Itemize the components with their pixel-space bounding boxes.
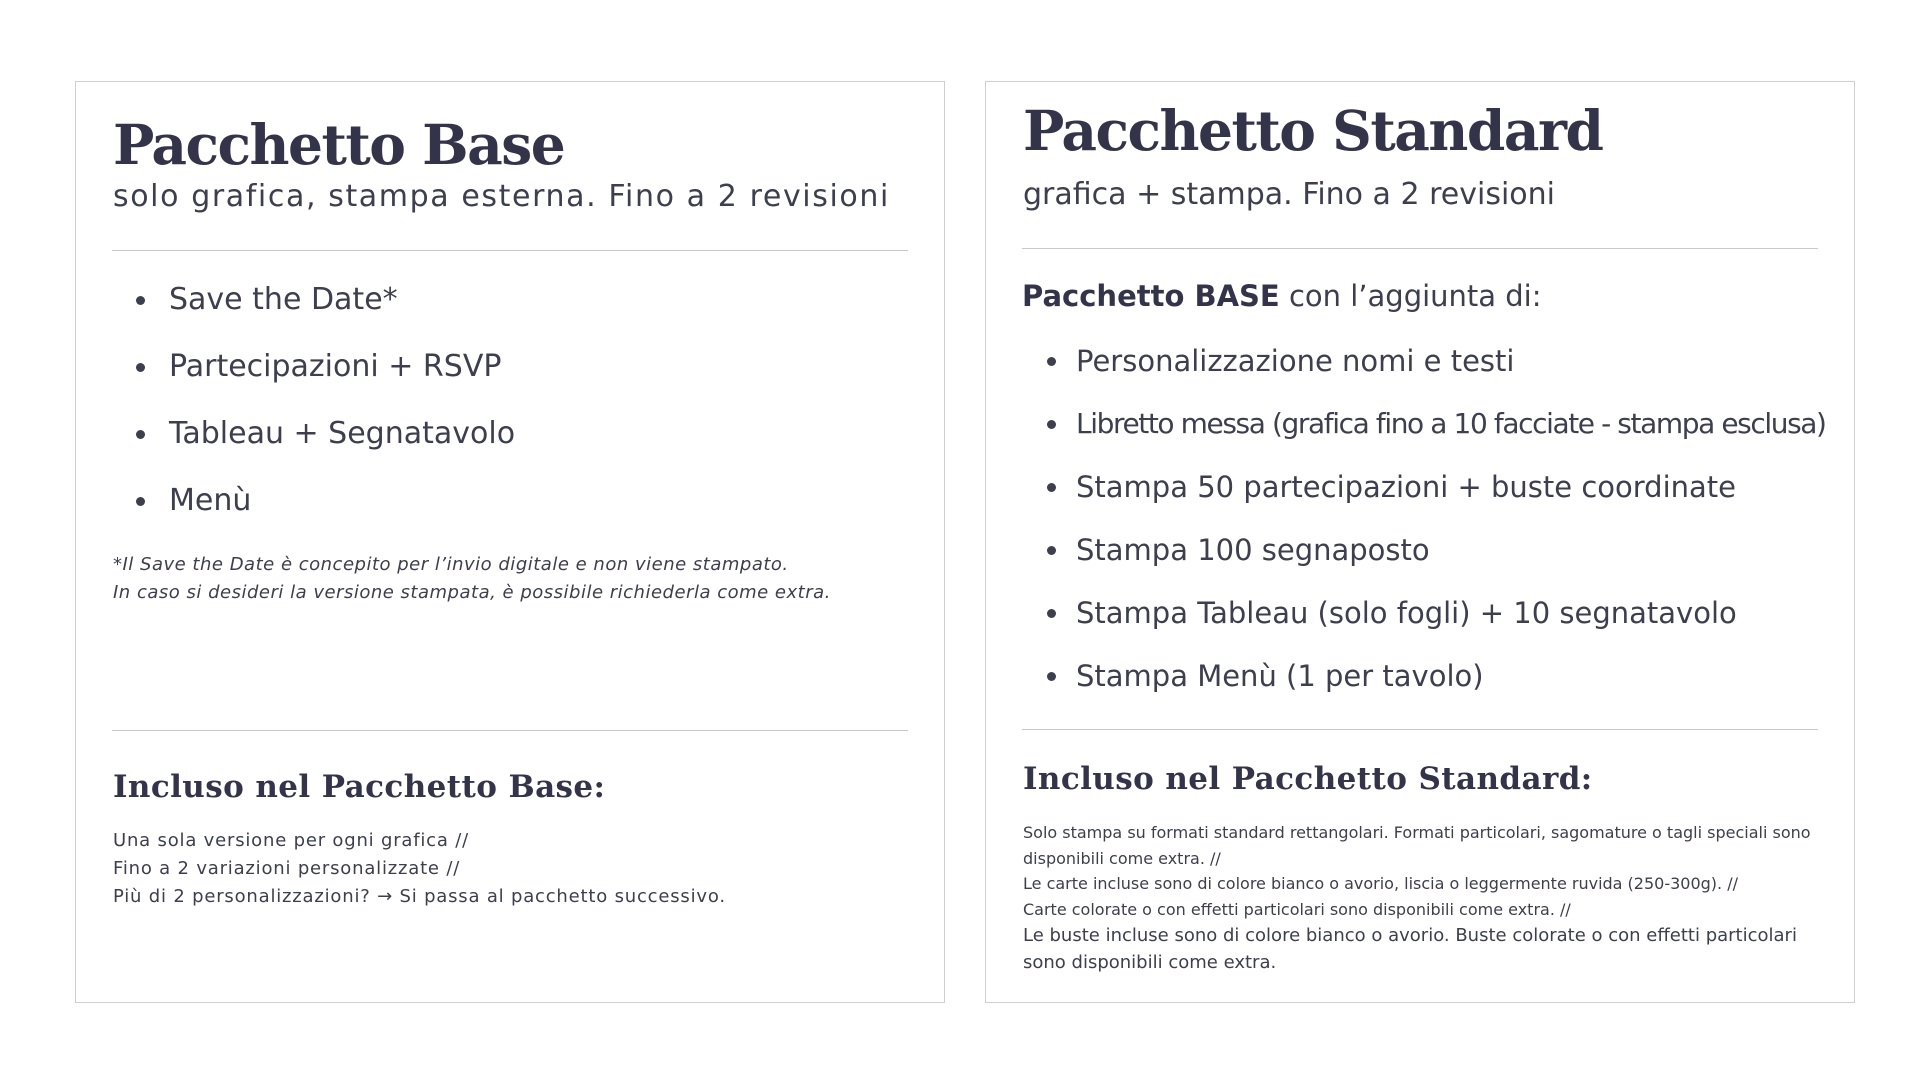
list-item (113, 481, 515, 548)
feature-list (113, 280, 515, 548)
list-item (1023, 342, 1826, 405)
included-notes (1023, 820, 1823, 976)
included-line: Più di 2 personalizzazioni? → Si passa al pacchetto successivo. (113, 886, 726, 907)
intro-text: con l’aggiunta di: (1279, 279, 1542, 313)
list-item-label: Libretto messa (grafica fino a 10 facciate - stampa esclusa) (1076, 407, 1826, 440)
package-subtitle: grafica + stampa. Fino a 2 revisioni (1023, 177, 1555, 212)
list-item (1023, 594, 1826, 657)
list-item-label: Tableau + Segnatavolo (169, 416, 516, 451)
included-line: Le carte incluse sono di colore bianco o avorio, liscia o leggermente ruvida (250-300g). // (1023, 874, 1738, 893)
included-line: Fino a 2 variazioni personalizzate // (113, 858, 461, 879)
feature-list (1023, 342, 1826, 720)
included-line: Le buste incluse sono di colore bianco o avorio. Buste colorate o con effetti particolari sono disponibili come extra. (1023, 925, 1797, 973)
package-intro (1022, 279, 1542, 313)
bullet-icon (136, 296, 145, 305)
bullet-icon (1047, 672, 1056, 681)
bullet-icon (1047, 609, 1056, 618)
list-item-label: Stampa Tableau (solo fogli) + 10 segnatavolo (1076, 596, 1737, 630)
list-item-label: Personalizzazione nomi e testi (1076, 344, 1515, 378)
included-title: Incluso nel Pacchetto Standard: (1023, 761, 1593, 797)
divider (112, 250, 908, 251)
divider (1022, 729, 1818, 730)
intro-bold: Pacchetto BASE (1022, 279, 1280, 313)
list-item (113, 280, 515, 347)
package-card-base (75, 81, 945, 1003)
bullet-icon (1047, 546, 1056, 555)
package-title: Pacchetto Standard (1023, 98, 1603, 163)
list-item-label: Save the Date* (169, 282, 398, 317)
list-item-label: Partecipazioni + RSVP (169, 349, 502, 384)
list-item (113, 414, 515, 481)
list-item-label: Stampa 100 segnaposto (1076, 533, 1430, 567)
bullet-icon (1047, 357, 1056, 366)
package-subtitle: solo grafica, stampa esterna. Fino a 2 revisioni (113, 179, 890, 214)
included-line: Una sola versione per ogni grafica // (113, 830, 469, 851)
list-item (1023, 657, 1826, 720)
list-item (1023, 531, 1826, 594)
list-item-label: Stampa 50 partecipazioni + buste coordinate (1076, 470, 1737, 504)
list-item-label: Menù (169, 483, 252, 518)
bullet-icon (1047, 420, 1056, 429)
footnote-line: *Il Save the Date è concepito per l’invio digitale e non viene stampato. (113, 554, 789, 575)
bullet-icon (136, 363, 145, 372)
included-notes (113, 827, 726, 911)
package-card-standard (985, 81, 1855, 1003)
divider (1022, 248, 1818, 249)
list-item-label: Stampa Menù (1 per tavolo) (1076, 659, 1484, 693)
included-line: Carte colorate o con effetti particolari sono disponibili come extra. // (1023, 899, 1571, 919)
list-item (1023, 405, 1826, 468)
bullet-icon (136, 430, 145, 439)
package-title: Pacchetto Base (113, 112, 565, 177)
divider (112, 730, 908, 731)
footnote-line: In caso si desideri la versione stampata, è possibile richiederla come extra. (113, 582, 831, 603)
footnote (113, 551, 831, 607)
list-item (1023, 468, 1826, 531)
included-line: Solo stampa su formati standard rettangolari. Formati particolari, sagomature o tagli speciali sono disponibili come extra. // (1023, 823, 1811, 868)
list-item (113, 347, 515, 414)
included-title: Incluso nel Pacchetto Base: (113, 769, 606, 805)
bullet-icon (1047, 483, 1056, 492)
bullet-icon (136, 497, 145, 506)
